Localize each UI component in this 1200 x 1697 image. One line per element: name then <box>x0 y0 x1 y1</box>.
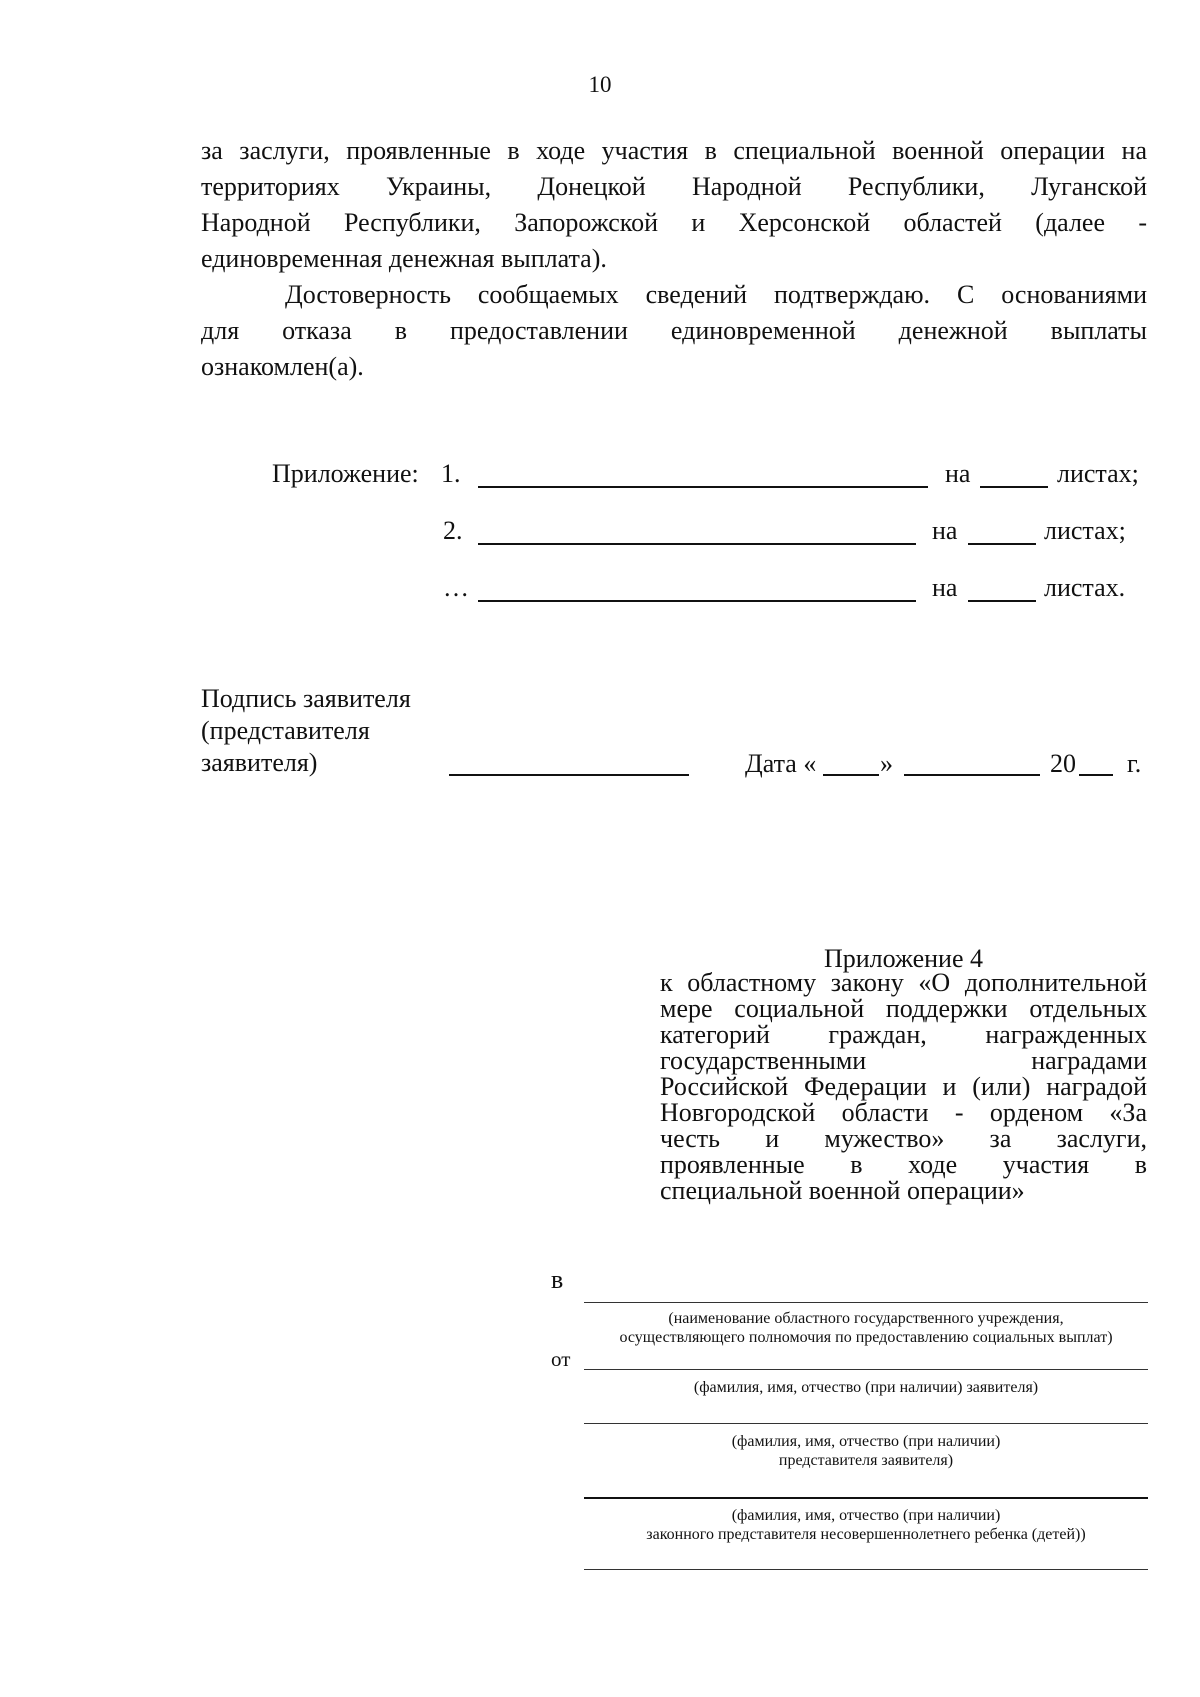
caption-line: представителя заявителя) <box>778 1452 954 1469</box>
representative-field[interactable] <box>584 1423 1148 1424</box>
attachment-sheets: листах; <box>1044 516 1126 545</box>
to-label: в <box>551 1265 564 1294</box>
caption-line: (фамилия, имя, отчество (при наличии) <box>731 1433 1001 1450</box>
attachment-marker: … <box>443 573 469 602</box>
attachment-name-field[interactable] <box>478 600 916 602</box>
appendix-line: категорий граждан, награжденных <box>660 1020 1147 1049</box>
institution-field[interactable] <box>584 1302 1148 1303</box>
date-close-quote: » <box>880 749 893 778</box>
paragraph-line: Народной Республики, Запорожской и Херсонской областей (далее - <box>201 208 1147 237</box>
paragraph-1 <box>201 133 1147 277</box>
attachment-sheets-field[interactable] <box>968 543 1036 545</box>
signature-label <box>201 683 411 779</box>
caption-line: (фамилия, имя, отчество (при наличии) <box>731 1507 1001 1524</box>
institution-caption <box>584 1309 1148 1347</box>
signature-field[interactable] <box>449 774 689 776</box>
from-label: от <box>551 1347 571 1371</box>
extra-field[interactable] <box>584 1569 1148 1570</box>
appendix-line: Российской Федерации и (или) наградой <box>660 1072 1147 1101</box>
appendix-line: проявленные в ходе участия в <box>660 1150 1147 1179</box>
caption-line: осуществляющего полномочия по предоставлению социальных выплат) <box>619 1329 1113 1346</box>
paragraph-line: ознакомлен(а). <box>201 352 364 381</box>
date-day-field[interactable] <box>823 774 879 776</box>
date-month-field[interactable] <box>904 774 1040 776</box>
appendix-line: к областному закону «О дополнительной <box>660 968 1147 997</box>
year-prefix: 20 <box>1050 749 1076 778</box>
appendix-line: государственными наградами <box>660 1046 1147 1075</box>
applicant-field[interactable] <box>584 1369 1148 1370</box>
caption-line: (наименование областного государственного учреждения, <box>668 1310 1064 1327</box>
caption-line: законного представителя несовершеннолетнего ребенка (детей)) <box>646 1526 1086 1543</box>
paragraph-line: единовременная денежная выплата). <box>201 244 607 273</box>
caption-line: (фамилия, имя, отчество (при наличии) заявителя) <box>693 1379 1039 1396</box>
representative-caption <box>584 1432 1148 1470</box>
appendix-title: Приложение 4 <box>823 944 984 973</box>
paragraph-line: за заслуги, проявленные в ходе участия в специальной военной операции на <box>201 136 1147 165</box>
appendix-line: Новгородской области - орденом «За <box>660 1098 1147 1127</box>
applicant-caption <box>584 1378 1148 1397</box>
appendix-line: специальной военной операции» <box>660 1176 1025 1205</box>
attachment-sheets-field[interactable] <box>968 600 1036 602</box>
date-year-field[interactable] <box>1079 774 1113 776</box>
paragraph-2 <box>201 277 1147 385</box>
legal-rep-field[interactable] <box>584 1497 1148 1499</box>
attachment-name-field[interactable] <box>478 486 928 488</box>
appendix-text <box>660 970 1147 1204</box>
attachment-sheets-field[interactable] <box>980 486 1048 488</box>
attachment-sheets: листах; <box>1057 459 1139 488</box>
paragraph-line: территориях Украины, Донецкой Народной Республики, Луганской <box>201 172 1147 201</box>
signature-label-line: Подпись заявителя <box>201 684 411 713</box>
attachment-name-field[interactable] <box>478 543 916 545</box>
year-suffix: г. <box>1127 749 1142 778</box>
attachments-label: Приложение: <box>272 459 419 488</box>
appendix-line: честь и мужество» за заслуги, <box>660 1124 1147 1153</box>
attachment-sheets: листах. <box>1044 573 1126 602</box>
date-label: Дата « <box>745 749 817 778</box>
paragraph-line: для отказа в предоставлении единовременной денежной выплаты <box>201 316 1147 345</box>
page-number: 10 <box>588 72 612 97</box>
attachment-on: на <box>945 459 971 488</box>
paragraph-line: Достоверность сообщаемых сведений подтверждаю. С основаниями <box>285 280 1147 309</box>
attachment-marker: 1. <box>441 459 461 488</box>
signature-label-line: заявителя) <box>201 748 318 777</box>
attachment-marker: 2. <box>443 516 463 545</box>
attachment-on: на <box>932 516 958 545</box>
legal-rep-caption <box>584 1506 1148 1544</box>
appendix-line: мере социальной поддержки отдельных <box>660 994 1147 1023</box>
attachment-on: на <box>932 573 958 602</box>
signature-label-line: (представителя <box>201 716 370 745</box>
